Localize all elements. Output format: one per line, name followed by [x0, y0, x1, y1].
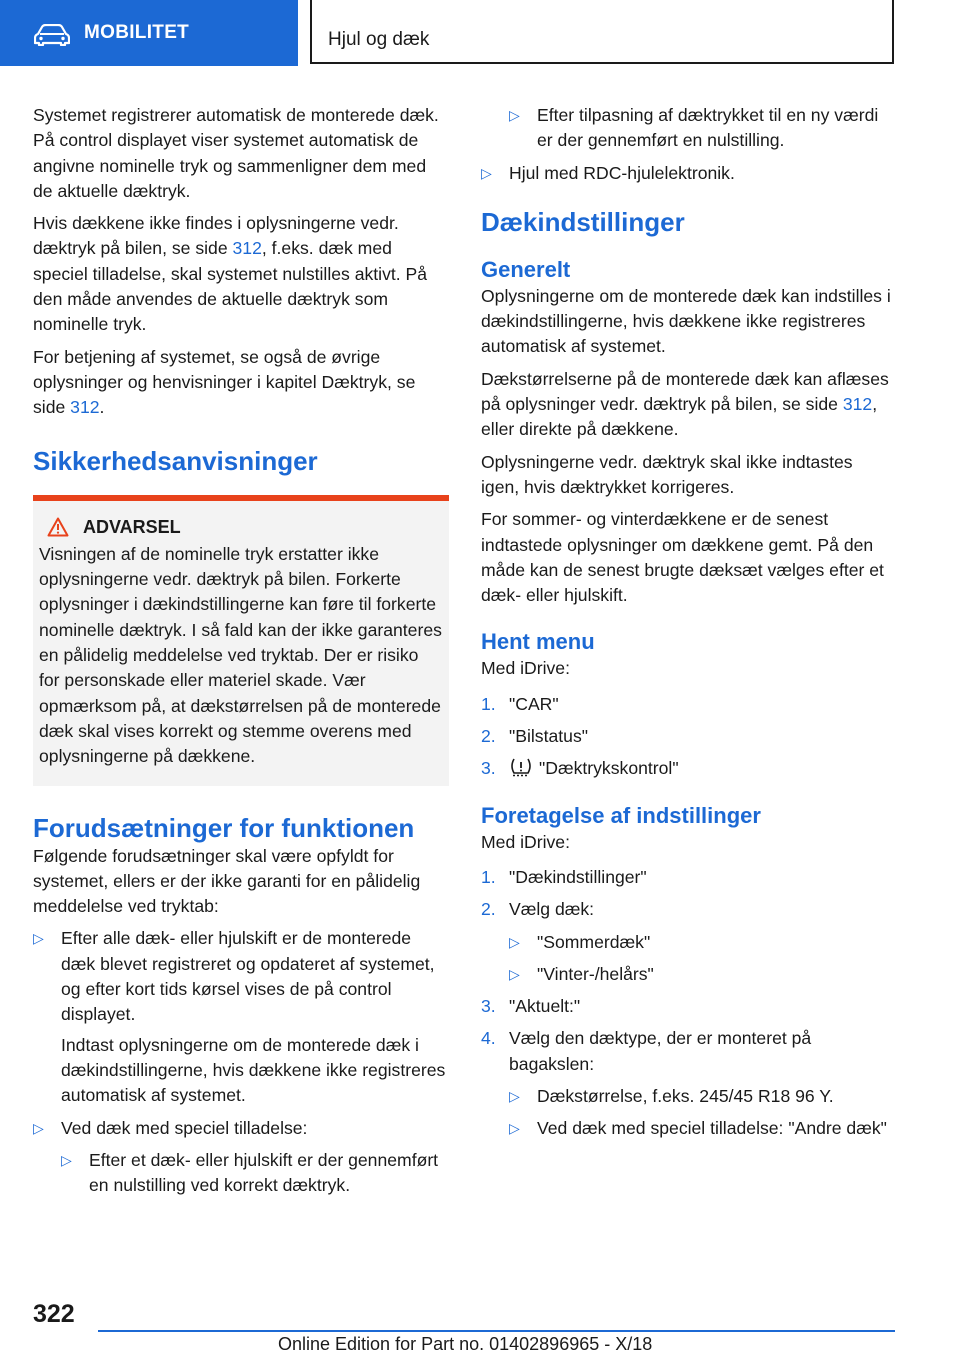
paragraph: Oplysningerne vedr. dæktryk skal ikke indtastes igen, hvis dæktrykket korrigeres.	[481, 451, 853, 497]
tire-pressure-icon	[509, 757, 533, 777]
edition-note: Online Edition for Part no. 01402896965 - X/18	[278, 1334, 653, 1354]
bullet-triangle-icon: ▷	[33, 1119, 44, 1136]
list-item: ▷ Hjul med RDC-hjulelektronik.	[481, 161, 893, 186]
car-icon	[34, 24, 70, 46]
heading-open-menu: Hent menu	[481, 629, 595, 655]
chapter-title: Hjul og dæk	[328, 29, 430, 50]
heading-safety: Sikkerhedsanvisninger	[33, 445, 318, 476]
page-link[interactable]: 312	[70, 397, 100, 418]
list-item: ▷ "Vinter-/helårs"	[509, 962, 893, 987]
list-item-note: Indtast oplysningerne om de monterede dæk i dækindstillingerne, hvis dækkene ikke registreres automatisk af systemet.	[61, 1034, 446, 1106]
paragraph: For sommer- og vinterdækkene er de senest indtastede oplysninger om dækkene gemt. På den måde kan de senest brugte dæksæt vælges efter et dæk- eller hjulskift.	[481, 509, 884, 606]
chapter-box	[310, 0, 894, 64]
warning-triangle-icon	[47, 517, 69, 537]
bullet-triangle-icon: ▷	[481, 164, 492, 181]
menu-step: 3. "Dæktrykskontrol"	[481, 758, 679, 779]
page-header	[0, 0, 960, 66]
heading-prerequisites: Forudsætninger for funktionen	[33, 812, 415, 843]
heading-make-settings: Foretagelse af indstillinger	[481, 802, 761, 828]
heading-tire-settings: Dækindstillinger	[481, 206, 685, 237]
page-number: 322	[33, 1300, 75, 1328]
setup-step: 3. "Aktuelt:"	[481, 996, 581, 1017]
bullet-triangle-icon: ▷	[509, 1088, 520, 1105]
paragraph: Med iDrive:	[481, 658, 570, 679]
setup-step: 1. "Dækindstillinger"	[481, 866, 647, 887]
menu-step: 1. "CAR"	[481, 693, 559, 714]
bullet-triangle-icon: ▷	[509, 107, 520, 123]
paragraph: Hvis dækkene ikke findes i oplysningerne vedr. dæktryk på bilen, se side 312, f.eks. dæk med speciel tilladelse, skal systemet nulstilles aktivt. På den måde anvendes de aktuelle dæktryk som nominelle tryk.	[33, 213, 428, 335]
list-item: ▷ Ved dæk med speciel tilladelse: "Andre dæk"	[509, 1116, 893, 1141]
list-item: ▷ Dækstørrelse, f.eks. 245/45 R18 96 Y.	[509, 1084, 893, 1109]
setup-step: 2. Vælg dæk:	[481, 899, 595, 920]
paragraph: Følgende forudsætninger skal være opfyldt for systemet, ellers er der ikke garanti for en pålidelig meddelelse ved tryktab:	[33, 845, 421, 917]
menu-step: 2. "Bilstatus"	[481, 726, 588, 747]
heading-general: Generelt	[481, 256, 571, 282]
bullet-triangle-icon: ▷	[509, 933, 520, 950]
section-label: MOBILITET	[84, 22, 190, 43]
page-link[interactable]: 312	[232, 238, 262, 259]
warning-title: ADVARSEL	[39, 515, 443, 540]
list-item: ▷ Efter et dæk- eller hjulskift er der gennemført en nulstilling ved korrekt dæktryk.	[61, 1149, 439, 1196]
footer-divider	[98, 1330, 895, 1332]
list-item: ▷ Efter alle dæk- eller hjulskift er de monterede dæk blevet registreret og opdateret af systemet, og efter kort tids kørsel vises de på control displayet.	[33, 928, 435, 1025]
warning-box	[33, 495, 449, 786]
right-column	[481, 103, 893, 1149]
paragraph: For betjening af systemet, se også de øvrige oplysninger og henvisninger i kapitel Dæktryk, se side 312.	[33, 346, 416, 418]
page-link[interactable]: 312	[842, 394, 873, 415]
list-item: ▷ Ved dæk med speciel tilladelse:	[33, 1116, 449, 1141]
paragraph: Systemet registrerer automatisk de monterede dæk. På control displayet viser systemet automatisk de angivne nominelle tryk og sammenligner dem med de aktuelle dæktryk.	[33, 105, 439, 201]
left-column	[33, 103, 449, 1205]
list-item: ▷ Efter tilpasning af dæktrykket til en ny værdi er der gennemført en nulstilling.	[509, 105, 879, 151]
paragraph: Oplysningerne om de monterede dæk kan indstilles i dækindstillingerne, hvis dækkene ikke registreres automatisk af systemet.	[481, 285, 891, 357]
setup-step: 4. Vælg den dæktype, der er monteret på bagakslen:	[481, 1028, 812, 1074]
paragraph: Dækstørrelserne på de monterede dæk kan aflæses på oplysninger vedr. dæktryk på bilen, se side 312, eller direkte på dækkene.	[481, 368, 889, 440]
bullet-triangle-icon: ▷	[509, 1120, 520, 1137]
paragraph: Med iDrive:	[481, 831, 570, 852]
list-item: ▷ "Sommerdæk"	[509, 930, 893, 955]
section-tab	[0, 0, 298, 66]
bullet-triangle-icon: ▷	[509, 965, 520, 982]
bullet-triangle-icon: ▷	[33, 930, 44, 947]
warning-text: Visningen af de nominelle tryk erstatter ikke oplysningerne vedr. dæktryk på bilen. Forkerte oplysninger i dækindstillingerne kan føre til forkerte nominelle dæktryk. I så fald kan der ikke garanteres en pålidelig meddelelse ved tryktab. Der er risiko for personskade eller materiel skade. Vær opmærksom på, at dækstørrelsen på de monterede dæk skal vises korrekt og stemme overens med oplysningerne på dækkene.	[39, 543, 442, 767]
bullet-triangle-icon: ▷	[61, 1151, 72, 1168]
